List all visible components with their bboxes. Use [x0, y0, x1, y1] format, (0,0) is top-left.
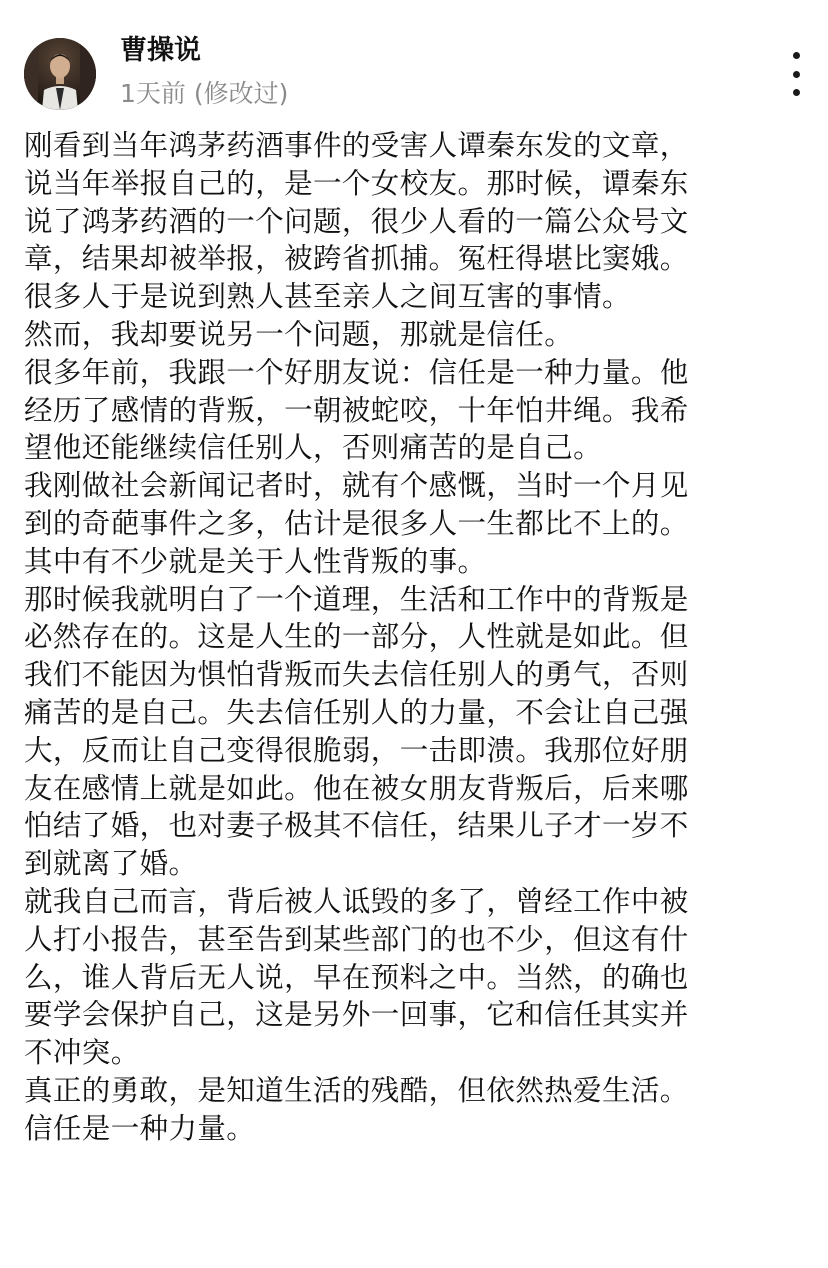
post-text-line: 刚看到当年鸿茅药酒事件的受害人谭秦东发的文章，	[24, 129, 689, 162]
post-text-line: 那时候我就明白了一个道理，生活和工作中的背叛是	[24, 582, 689, 616]
post-text-line: 真正的勇敢，是知道生活的残酷，但依然热爱生活。	[24, 1073, 689, 1107]
post-text-line: 就我自己而言，背后被人诋毁的多了，曾经工作中被	[24, 884, 689, 918]
post-text-line: 友在感情上就是如此。他在被女朋友背叛后，后来哪	[24, 771, 689, 805]
post-text-line: 到的奇葩事件之多，估计是很多人一生都比不上的。	[24, 506, 689, 540]
post-text-line: 到就离了婚。	[24, 847, 198, 881]
post-text-line: 很多年前，我跟一个好朋友说：信任是一种力量。他	[24, 355, 689, 389]
author-name[interactable]: 曹操说	[120, 35, 201, 66]
post-text-line: 其中有不少就是关于人性背叛的事。	[24, 544, 487, 578]
post-text-line: 经历了感情的背叛，一朝被蛇咬，十年怕井绳。我希	[24, 393, 689, 427]
post-text-line: 我们不能因为惧怕背叛而失去信任别人的勇气，否则	[24, 658, 689, 692]
more-dot	[793, 52, 800, 59]
avatar-image	[24, 38, 96, 110]
post-text-line: 么，谁人背后无人说，早在预料之中。当然，的确也	[24, 960, 689, 994]
post-timestamp: 1天前 (修改过)	[120, 79, 289, 108]
post-text-line: 痛苦的是自己。失去信任别人的力量，不会让自己强	[24, 695, 689, 729]
post-text-line: 大，反而让自己变得很脆弱，一击即溃。我那位好朋	[24, 733, 689, 767]
avatar[interactable]	[24, 38, 96, 110]
more-dot	[793, 89, 800, 96]
post-text-line: 要学会保护自己，这是另外一回事，它和信任其实并	[24, 998, 689, 1032]
post-text-line: 很多人于是说到熟人甚至亲人之间互害的事情。	[24, 280, 631, 314]
post-text-line: 章，结果却被举报，被跨省抓捕。冤枉得堪比窦娥。	[24, 242, 689, 276]
post-header	[0, 0, 828, 120]
post-text-line: 怕结了婚，也对妻子极其不信任，结果儿子才一岁不	[24, 809, 689, 843]
post-text-line: 信任是一种力量。	[24, 1111, 256, 1145]
post-text-line: 必然存在的。这是人生的一部分，人性就是如此。但	[24, 620, 689, 654]
post-text-line: 人打小报告，甚至告到某些部门的也不少，但这有什	[24, 922, 689, 956]
post-body	[24, 127, 814, 1148]
post-text-line: 不冲突。	[24, 1036, 140, 1070]
post-text-line: 说当年举报自己的，是一个女校友。那时候，谭秦东	[24, 166, 689, 200]
more-vertical-icon[interactable]	[776, 52, 816, 96]
post-text-line: 望他还能继续信任别人，否则痛苦的是自己。	[24, 431, 603, 465]
more-dot	[793, 71, 800, 78]
post-text-line: 我刚做社会新闻记者时，就有个感慨，当时一个月见	[24, 469, 689, 503]
post-text-line: 说了鸿茅药酒的一个问题，很少人看的一篇公众号文	[24, 204, 689, 238]
post-text-line: 然而，我却要说另一个问题，那就是信任。	[24, 317, 574, 351]
